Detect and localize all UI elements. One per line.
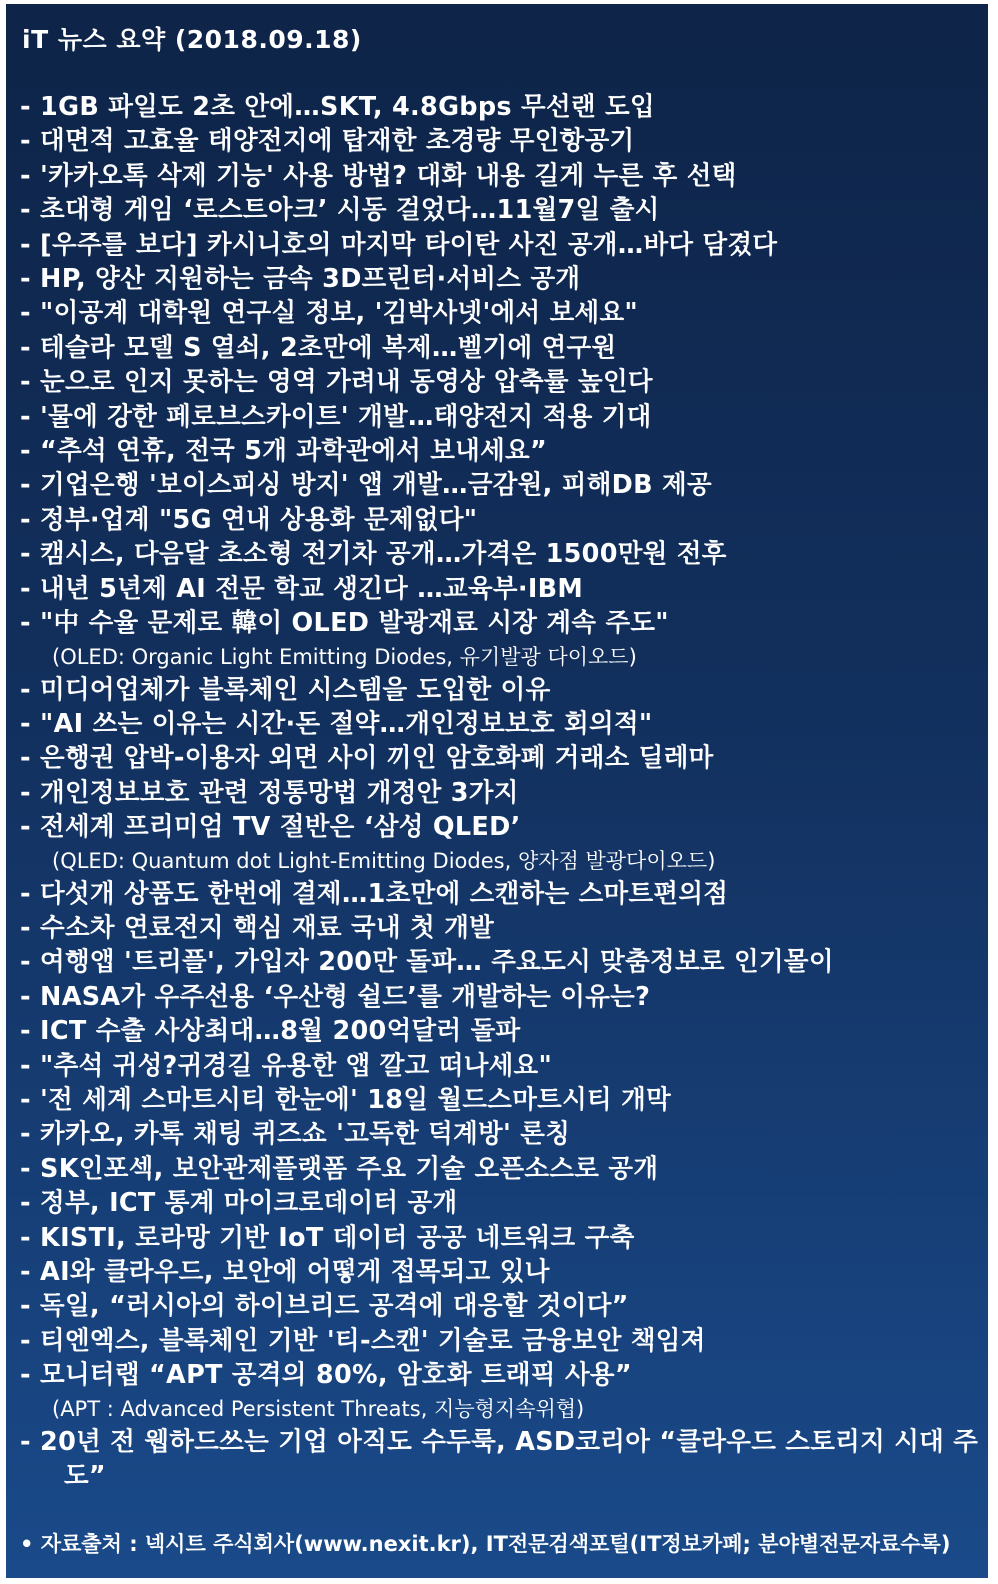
source-note: • 자료출처 : 넥시트 주식회사(www.nexit.kr), IT전문검색포털(IT정보카페; 분야별전문자료수록) [20, 1532, 951, 1556]
list-item: - "추석 귀성?귀경길 유용한 앱 깔고 떠나세요" [20, 1050, 553, 1081]
page-title: iT 뉴스 요약 (2018.09.18) [22, 25, 362, 54]
list-item: - '물에 강한 페로브스카이트' 개발…태양전지 적용 기대 [20, 401, 652, 432]
list-item: - 테슬라 모델 S 열쇠, 2초만에 복제…벨기에 연구원 [20, 332, 617, 363]
list-item: - 기업은행 '보이스피싱 방지' 앱 개발…금감원, 피해DB 제공 [20, 470, 712, 501]
list-item: - 대면적 고효율 태양전지에 탑재한 초경량 무인항공기 [20, 126, 635, 157]
list-item: - 개인정보보호 관련 정통망법 개정안 3가지 [20, 777, 519, 808]
list-item: - 초대형 게임 ‘로스트아크’ 시동 걸었다…11월7일 출시 [20, 195, 660, 226]
list-item: - "中 수율 문제로 韓이 OLED 발광재료 시장 계속 주도" [20, 608, 669, 639]
list-item: - 전세계 프리미엄 TV 절반은 ‘삼성 QLED’ [20, 812, 521, 843]
list-item: - '전 세계 스마트시티 한눈에' 18일 월드스마트시티 개막 [20, 1084, 672, 1115]
list-item: - 독일, “러시아의 하이브리드 공격에 대응할 것이다” [20, 1291, 629, 1322]
list-item: - AI와 클라우드, 보안에 어떻게 접목되고 있나 [20, 1257, 550, 1287]
list-item: - KISTI, 로라망 기반 IoT 데이터 공공 네트워크 구축 [20, 1222, 635, 1253]
list-item: - 정부·업계 "5G 연내 상용화 문제없다" [20, 504, 478, 535]
list-item-note: (QLED: Quantum dot Light-Emitting Diodes, 양자점 발광다이오드) [52, 848, 716, 873]
news-list [20, 90, 980, 1493]
list-item: - 여행앱 '트리플', 가입자 200만 돌파… 주요도시 맞춤정보로 인기몰이 [20, 947, 834, 978]
list-item: - "AI 쓰는 이유는 시간·돈 절약…개인정보보호 회의적" [20, 708, 653, 739]
news-panel [6, 4, 988, 1578]
list-item-note: (APT : Advanced Persistent Threats, 지능형지속위협) [52, 1396, 585, 1421]
list-item: - 티엔엑스, 블록체인 기반 '티-스캔' 기술로 금융보안 책임져 [20, 1325, 706, 1356]
list-item: - 내년 5년제 AI 전문 학교 생긴다 …교육부·IBM [20, 573, 584, 604]
list-item: - [우주를 보다] 카시니호의 마지막 타이탄 사진 공개…바다 담겼다 [20, 229, 778, 260]
list-item: - 정부, ICT 통계 마이크로데이터 공개 [20, 1188, 458, 1219]
list-item: - 미디어업체가 블록체인 시스템을 도입한 이유 [20, 674, 551, 705]
list-item: - '카카오톡 삭제 기능' 사용 방법? 대화 내용 길게 누른 후 선택 [20, 160, 737, 191]
list-item: - 캠시스, 다음달 초소형 전기차 공개…가격은 1500만원 전후 [20, 539, 727, 570]
list-item: - 은행권 압박-이용자 외면 사이 끼인 암호화폐 거래소 딜레마 [20, 743, 714, 774]
list-item: - 다섯개 상품도 한번에 결제…1초만에 스캔하는 스마트편의점 [20, 878, 729, 909]
list-item: - "이공계 대학원 연구실 정보, '김박사넷'에서 보세요" [20, 298, 638, 329]
list-item-note: (OLED: Organic Light Emitting Diodes, 유기발광 다이오드) [52, 644, 637, 669]
list-item: - 눈으로 인지 못하는 영역 가려내 동영상 압축률 높인다 [20, 367, 653, 398]
list-item: - 1GB 파일도 2초 안에…SKT, 4.8Gbps 무선랜 도입 [20, 92, 655, 122]
list-item: - HP, 양산 지원하는 금속 3D프린터·서비스 공개 [20, 264, 581, 295]
list-item: - 모니터랩 “APT 공격의 80%, 암호화 트래픽 사용” [20, 1360, 632, 1391]
list-item: - NASA가 우주선용 ‘우산형 쉴드’를 개발하는 이유는? [20, 981, 651, 1012]
list-item: - SK인포섹, 보안관제플랫폼 주요 기술 오픈소스로 공개 [20, 1153, 659, 1184]
list-item: - 20년 전 웹하드쓰는 기업 아직도 수두룩, ASD코리아 “클라우드 스토리지 시대 주도” [20, 1426, 979, 1492]
list-item: - 카카오, 카톡 채팅 퀴즈쇼 '고독한 덕계방' 론칭 [20, 1119, 571, 1150]
list-item: - ICT 수출 사상최대…8월 200억달러 돌파 [20, 1016, 521, 1047]
list-item: - “추석 연휴, 전국 5개 과학관에서 보내세요” [20, 436, 548, 467]
list-item: - 수소차 연료전지 핵심 재료 국내 첫 개발 [20, 912, 495, 943]
